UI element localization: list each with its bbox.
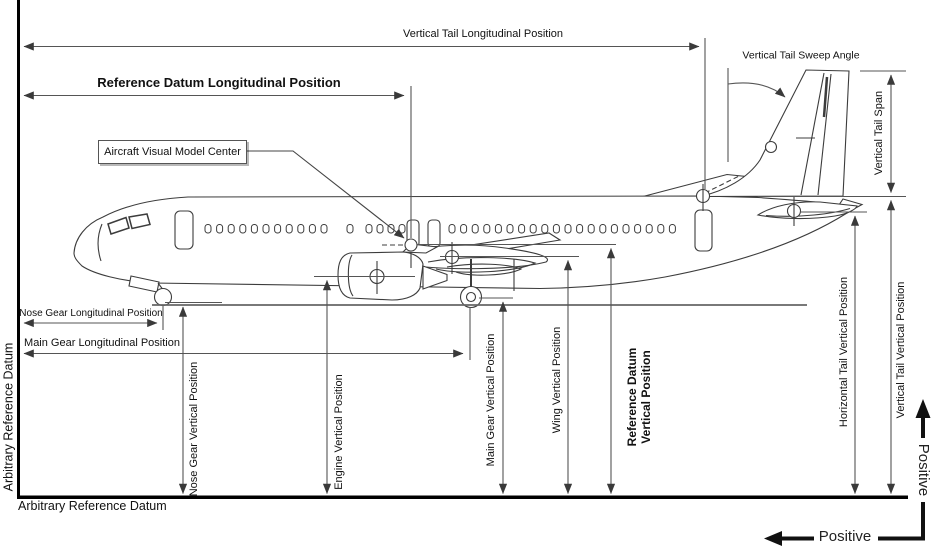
cabin-window <box>263 225 269 234</box>
cabin-window <box>377 225 383 234</box>
cabin-window <box>347 225 353 234</box>
cabin-window <box>461 225 467 234</box>
cabin-window <box>600 225 606 234</box>
cabin-window <box>472 225 478 234</box>
cabin-window <box>251 225 257 234</box>
cabin-window <box>646 225 652 234</box>
cabin-window <box>635 225 641 234</box>
cabin-window <box>228 225 234 234</box>
cabin-window <box>507 225 513 234</box>
positive-left-arrowhead <box>764 531 782 546</box>
cabin-window <box>611 225 617 234</box>
label-vertical-tail-sweep-angle: Vertical Tail Sweep Angle <box>742 49 860 62</box>
sweep-angle-arc <box>728 83 785 97</box>
cabin-window <box>669 225 675 234</box>
label-vertical-tail-vertical: Vertical Tail Vertical Position <box>895 281 908 419</box>
positive-elbow <box>878 502 923 539</box>
label-main-gear-longitudinal: Main Gear Longitudinal Position <box>24 337 180 350</box>
label-positive-left: Positive <box>818 528 872 546</box>
rear-door <box>695 210 712 251</box>
cabin-window <box>205 225 211 234</box>
aircraft-visual-model-center-box <box>98 140 247 164</box>
cabin-window <box>449 225 455 234</box>
cabin-window <box>495 225 501 234</box>
aircraft-visual-model-center-label: Aircraft Visual Model Center <box>104 146 241 158</box>
label-nose-gear-vertical: Nose Gear Vertical Position <box>188 361 201 497</box>
positive-up-arrowhead <box>916 399 931 418</box>
cabin-window <box>623 225 629 234</box>
label-reference-datum-vertical <box>625 348 653 447</box>
cabin-window <box>298 225 304 234</box>
label-reference-datum-vertical-line2: Vertical Position <box>639 350 653 444</box>
aircraft <box>74 70 862 308</box>
cabin-window <box>366 225 372 234</box>
cabin-window <box>577 225 583 234</box>
label-engine-vertical: Engine Vertical Position <box>333 374 346 490</box>
label-wing-vertical: Wing Vertical Position <box>551 326 564 434</box>
front-door <box>175 211 193 249</box>
cabin-window <box>240 225 246 234</box>
cabin-window <box>519 225 525 234</box>
cabin-window <box>286 225 292 234</box>
label-arbitrary-reference-datum-bottom: Arbitrary Reference Datum <box>18 499 167 513</box>
label-reference-datum-longitudinal: Reference Datum Longitudinal Position <box>97 75 341 91</box>
label-horizontal-tail-vertical: Horizontal Tail Vertical Position <box>838 276 851 428</box>
label-main-gear-vertical: Main Gear Vertical Position <box>485 333 498 467</box>
cabin-window <box>321 225 327 234</box>
cabin-window <box>542 225 548 234</box>
label-vertical-tail-span: Vertical Tail Span <box>873 90 886 176</box>
overwing-exit-door-2 <box>428 220 440 247</box>
label-arbitrary-reference-datum-left: Arbitrary Reference Datum <box>1 342 16 492</box>
cabin-window <box>553 225 559 234</box>
label-reference-datum-vertical-line1: Reference Datum <box>625 347 639 447</box>
cabin-window <box>309 225 315 234</box>
cabin-window <box>658 225 664 234</box>
label-positive-up: Positive <box>914 443 932 497</box>
label-nose-gear-longitudinal: Nose Gear Longitudinal Position <box>19 307 163 319</box>
label-vertical-tail-longitudinal: Vertical Tail Longitudinal Position <box>402 28 564 41</box>
fin-circle <box>766 142 777 153</box>
cabin-window <box>399 225 405 234</box>
cabin-window <box>275 225 281 234</box>
cabin-window <box>588 225 594 234</box>
cabin-window <box>530 225 536 234</box>
cabin-window <box>217 225 223 234</box>
cabin-window <box>484 225 490 234</box>
cabin-window <box>565 225 571 234</box>
